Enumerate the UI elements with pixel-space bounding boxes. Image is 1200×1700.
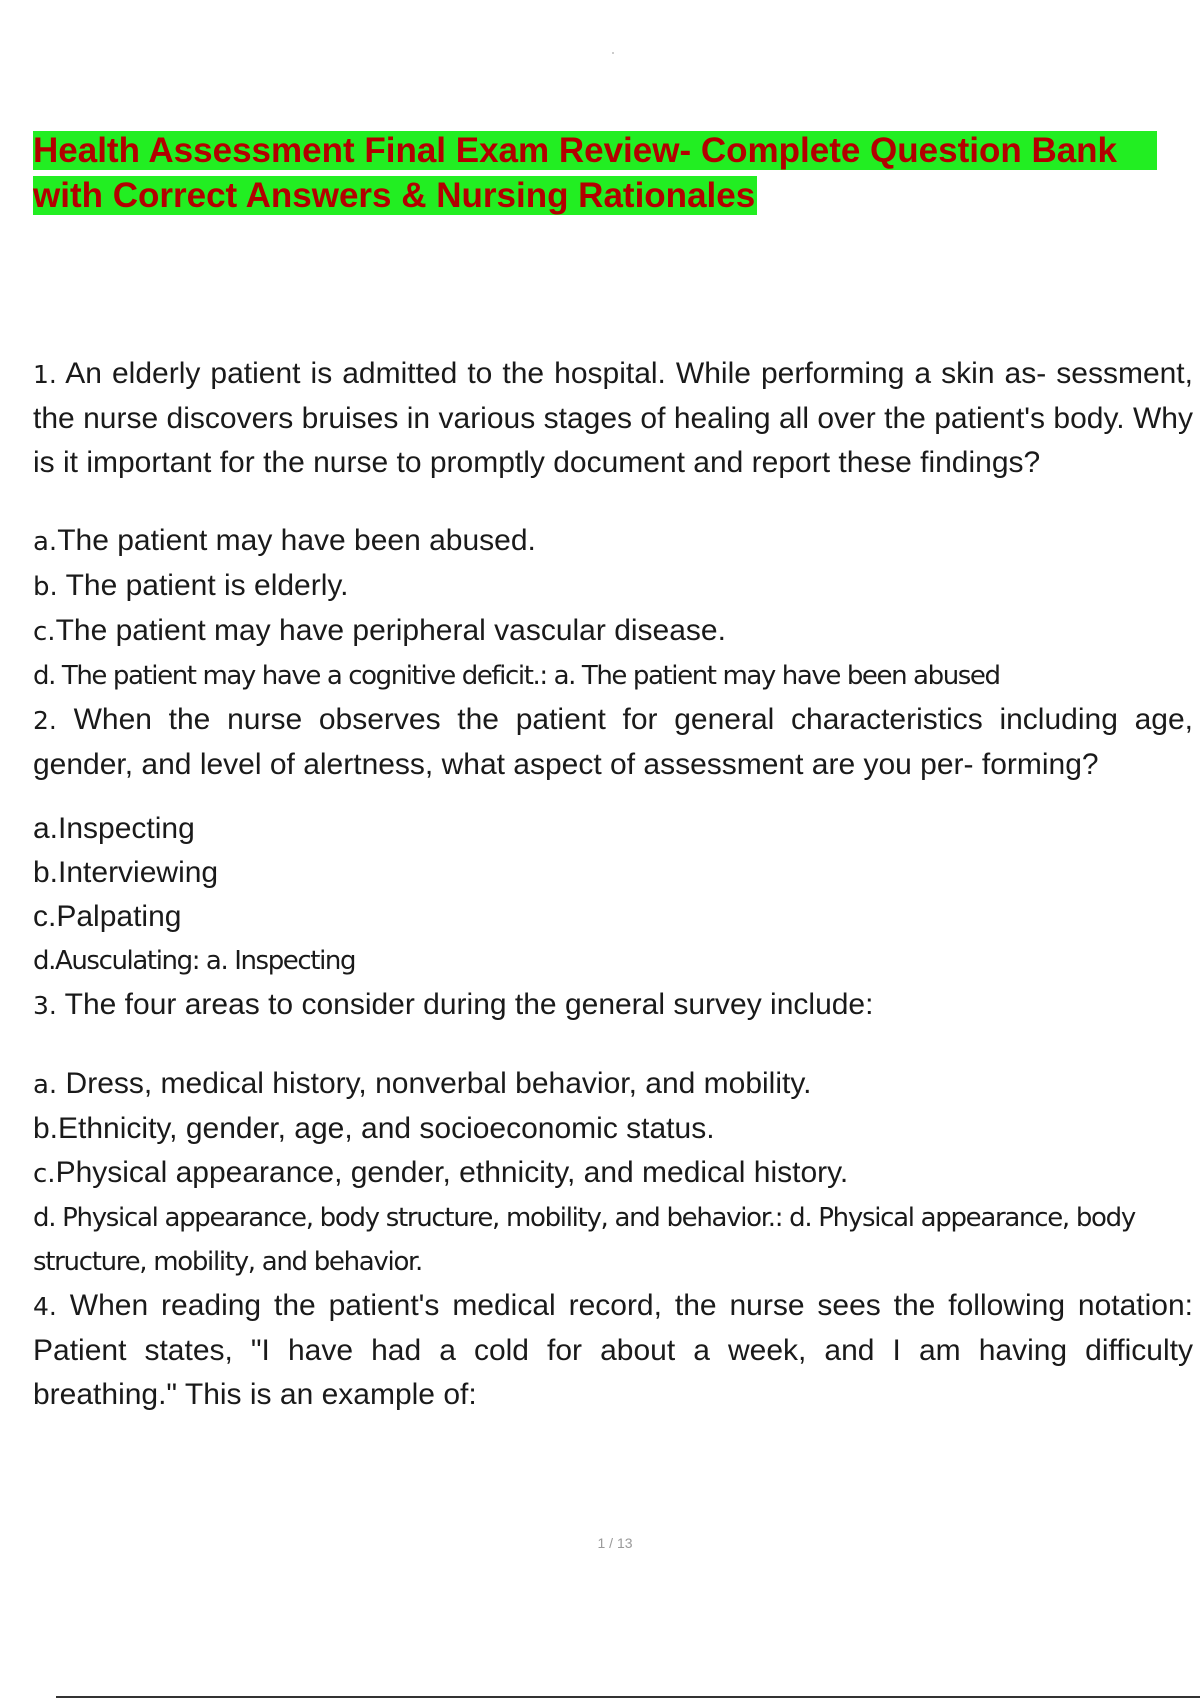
title-line-2: with Correct Answers & Nursing Rationales bbox=[33, 176, 756, 215]
option-list bbox=[33, 519, 1193, 698]
question-list bbox=[33, 352, 1193, 1417]
option-a: a. Dress, medical history, nonverbal behavior, and mobility. bbox=[33, 1067, 812, 1100]
option-list bbox=[33, 1062, 1193, 1284]
page-bottom-rule bbox=[56, 1696, 1200, 1698]
option-d-with-answer: d. The patient may have a cognitive deficit.: a. The patient may have been abused bbox=[33, 661, 1000, 691]
option-c: c.Physical appearance, gender, ethnicity, and medical history. bbox=[33, 1156, 849, 1189]
option-d-with-answer: d. Physical appearance, body structure, mobility, and behavior.: d. Physical appearance, body structure, mobility, and behavior. bbox=[33, 1203, 1135, 1277]
option-list bbox=[33, 807, 1193, 983]
option-a: a.Inspecting bbox=[33, 812, 195, 845]
question-text: 3. The four areas to consider during the general survey include: bbox=[33, 988, 874, 1021]
title-line-1: Health Assessment Final Exam Review- Complete Question Bank bbox=[33, 128, 1200, 173]
question-2 bbox=[33, 698, 1193, 983]
page-indicator: 1 / 13 bbox=[597, 1535, 633, 1551]
option-b: b.Ethnicity, gender, age, and socioeconomic status. bbox=[33, 1112, 715, 1145]
option-a: a.The patient may have been abused. bbox=[33, 524, 536, 557]
option-d-with-answer: d.Ausculating: a. Inspecting bbox=[33, 946, 356, 976]
question-text: 1. An elderly patient is admitted to the hospital. While performing a skin as- sessment, the nurse discovers bruises in various stages of healing all over the patient's body. Why is it important for the nurse to promptly document and report these findings? bbox=[33, 357, 1193, 479]
option-c: c.Palpating bbox=[33, 900, 182, 933]
question-4 bbox=[33, 1284, 1193, 1417]
question-1 bbox=[33, 352, 1193, 698]
question-text: 2. When the nurse observes the patient for general characteristics including age, gender, and level of alertness, what aspect of assessment are you per- forming? bbox=[33, 703, 1193, 781]
question-3 bbox=[33, 983, 1193, 1284]
scan-dot bbox=[612, 52, 614, 54]
question-text: 4. When reading the patient's medical record, the nurse sees the following notation: Patient states, "I have had a cold for about a week, and I am having difficulty breathing." This is an example of: bbox=[33, 1289, 1193, 1411]
option-b: b.Interviewing bbox=[33, 856, 219, 889]
document-title bbox=[33, 128, 1200, 218]
option-b: b. The patient is elderly. bbox=[33, 569, 349, 602]
option-c: c.The patient may have peripheral vascular disease. bbox=[33, 614, 726, 647]
